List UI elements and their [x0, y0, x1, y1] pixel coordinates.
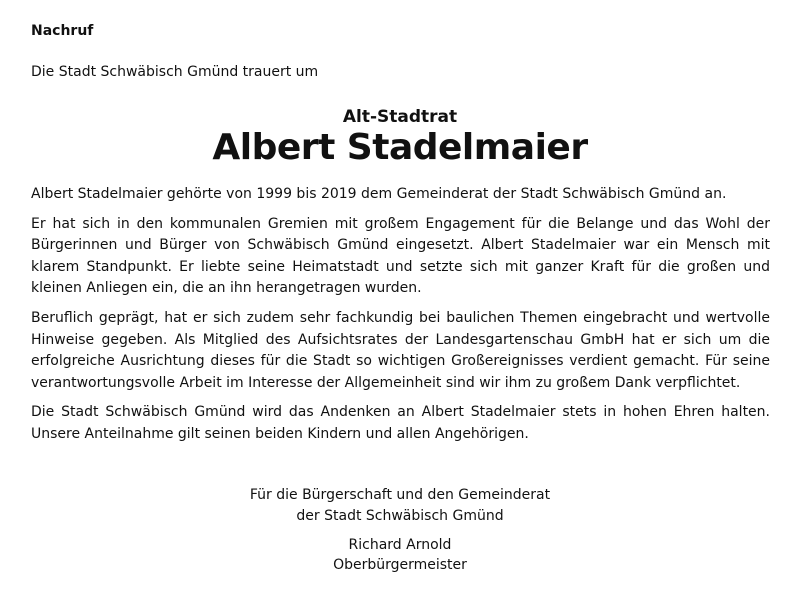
signer-name: Richard Arnold [348, 537, 452, 553]
signer-block [0, 535, 800, 575]
body-paragraph: Beruflich geprägt, hat er sich zudem sehr fachkundig bei baulichen Themen eingebracht und wertvolle Hinweise gegeben. Als Mitglied des Aufsichtsrates der Landesgartenschau GmbH hat er sich um die erfolgreiche Ausrichtung dieses für die Stadt so wichtigen Großereignisses verdient gemacht. Für seine verantwortungsvolle Arbeit im Interesse der Allgemeinheit sind wir ihm zu großem Dank verpflichtet. [31, 309, 770, 391]
signoff-line: der Stadt Schwäbisch Gmünd [296, 508, 504, 524]
body-paragraph: Er hat sich in den kommunalen Gremien mit großem Engagement für die Belange und das Wohl der Bürgerinnen und Bürger von Schwäbisch Gmünd eingesetzt. Albert Stadelmaier war ein Mensch mit klarem Standpunkt. Er liebte seine Heimatstadt und setzte sich mit ganzer Kraft für die großen und kleinen Anliegen ein, die an ihn herangetragen wurden. [31, 215, 770, 297]
deceased-name: Albert Stadelmaier [212, 127, 588, 168]
intro-text: Die Stadt Schwäbisch Gmünd trauert um [31, 64, 319, 80]
signoff-block [0, 485, 800, 527]
signer-role: Oberbürgermeister [333, 557, 467, 573]
body-paragraph: Albert Stadelmaier gehörte von 1999 bis 2019 dem Gemeinderat der Stadt Schwäbisch Gmünd an. [31, 186, 727, 202]
notice-label: Nachruf [31, 23, 94, 39]
body-paragraph: Die Stadt Schwäbisch Gmünd wird das Andenken an Albert Stadelmaier stets in hohen Ehren halten. Unsere Anteilnahme gilt seinen beiden Kindern und allen Angehörigen. [31, 404, 770, 442]
signoff-line: Für die Bürgerschaft und den Gemeinderat [249, 487, 551, 503]
deceased-title: Alt-Stadtrat [342, 107, 458, 127]
obituary-body [31, 184, 770, 454]
